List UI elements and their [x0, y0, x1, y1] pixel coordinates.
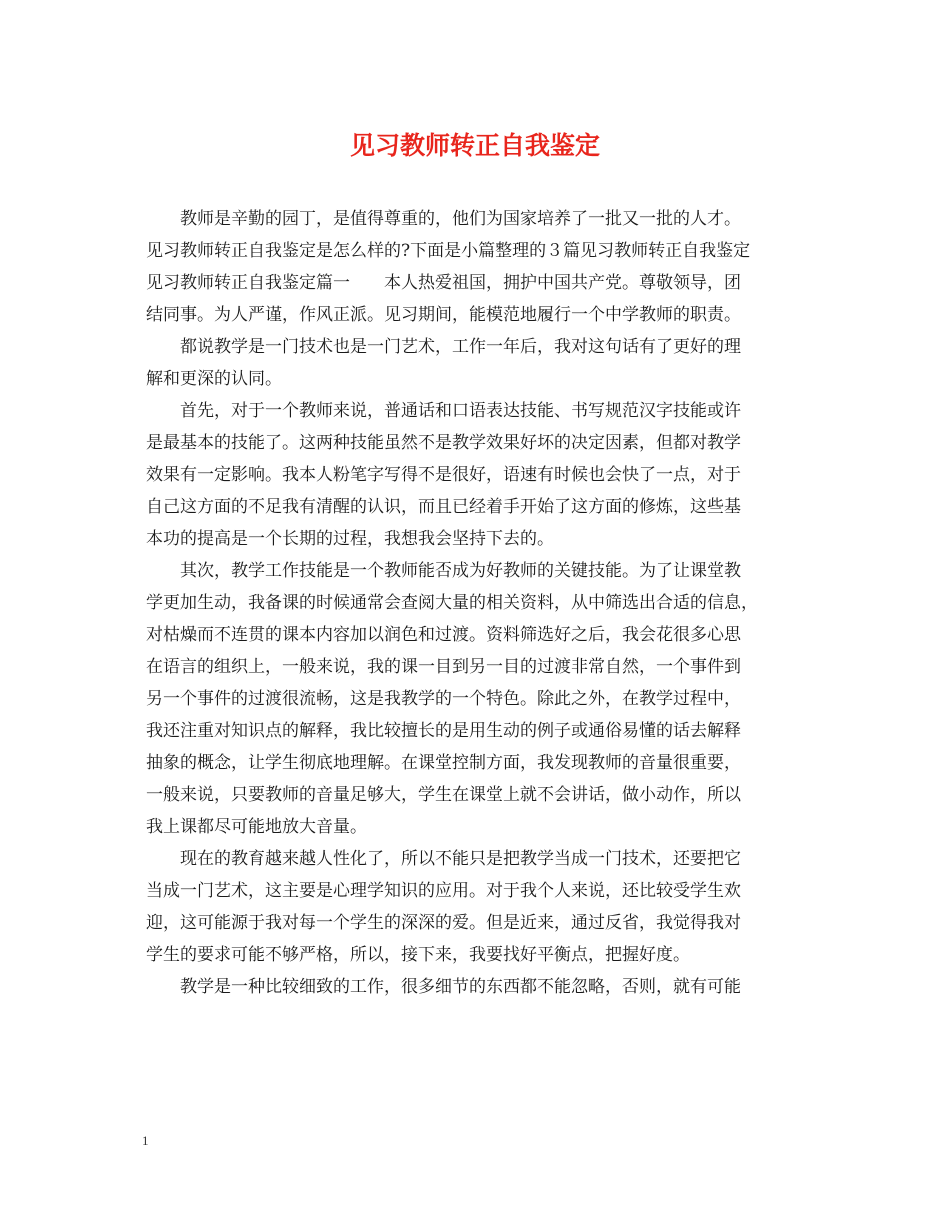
text-line: 当成一门艺术，这主要是心理学知识的应用。对于我个人来说，还比较受学生欢	[146, 881, 741, 901]
text-line: 在语言的组织上，一般来说，我的课一目到另一目的过渡非常自然，一个事件到	[146, 657, 741, 677]
text-line: 我上课都尽可能地放大音量。	[146, 817, 367, 837]
text-line: 见习教师转正自我鉴定篇一 本人热爱祖国，拥护中国共产党。尊敬领导，团	[146, 273, 741, 293]
text-line: 另一个事件的过渡很流畅，这是我教学的一个特色。除此之外，在教学过程中，	[146, 689, 741, 709]
text-line: 教师是辛勤的园丁，是值得尊重的，他们为国家培养了一批又一批的人才。	[180, 209, 741, 229]
text-line: 是最基本的技能了。这两种技能虽然不是教学效果好坏的决定因素，但都对教学	[146, 433, 741, 453]
document-title: 见习教师转正自我鉴定	[349, 131, 600, 160]
page-number: 1	[142, 1133, 149, 1148]
text-line: 迎，这可能源于我对每一个学生的深深的爱。但是近来，通过反省，我觉得我对	[146, 913, 741, 933]
text-line: 其次，教学工作技能是一个教师能否成为好教师的关键技能。为了让课堂教	[180, 561, 741, 581]
text-line: 都说教学是一门技术也是一门艺术，工作一年后，我对这句话有了更好的理	[180, 337, 741, 357]
text-line: 现在的教育越来越人性化了，所以不能只是把教学当成一门技术，还要把它	[180, 849, 741, 869]
text-line: 教学是一种比较细致的工作，很多细节的东西都不能忽略，否则，就有可能	[180, 977, 741, 997]
text-line: 我还注重对知识点的解释，我比较擅长的是用生动的例子或通俗易懂的话去解释	[146, 721, 741, 741]
text-line: 效果有一定影响。我本人粉笔字写得不是很好，语速有时候也会快了一点，对于	[146, 465, 741, 485]
text-line: 自己这方面的不足我有清醒的认识，而且已经着手开始了这方面的修炼，这些基	[146, 497, 741, 517]
text-line: 学更加生动，我备课的时候通常会查阅大量的相关资料，从中筛选出合适的信息，	[146, 593, 758, 613]
text-line: 一般来说，只要教师的音量足够大，学生在课堂上就不会讲话，做小动作，所以	[146, 785, 741, 805]
text-line: 抽象的概念，让学生彻底地理解。在课堂控制方面，我发现教师的音量很重要，	[146, 753, 741, 773]
text-line: 首先，对于一个教师来说，普通话和口语表达技能、书写规范汉字技能或许	[180, 401, 741, 421]
text-line: 本功的提高是一个长期的过程，我想我会坚持下去的。	[146, 529, 554, 549]
document-body	[146, 203, 816, 1003]
text-line: 结同事。为人严谨，作风正派。见习期间，能模范地履行一个中学教师的职责。	[146, 305, 741, 325]
text-line: 见习教师转正自我鉴定是怎么样的?下面是小篇整理的３篇见习教师转正自我鉴定	[146, 241, 751, 261]
text-line: 对枯燥而不连贯的课本内容加以润色和过渡。资料筛选好之后，我会花很多心思	[146, 625, 741, 645]
text-line: 学生的要求可能不够严格，所以，接下来，我要找好平衡点，把握好度。	[146, 945, 690, 965]
text-line: 解和更深的认同。	[146, 369, 282, 389]
